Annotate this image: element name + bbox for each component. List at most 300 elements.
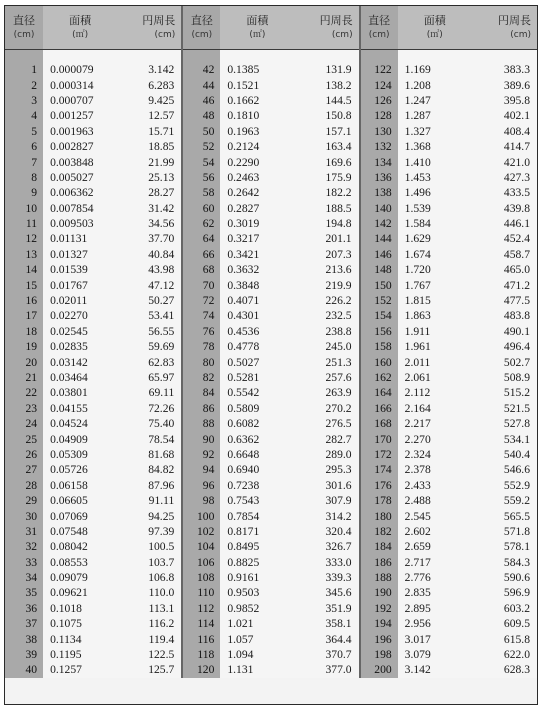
area-cell: 0.3421 — [220, 247, 294, 262]
spacer-cell — [182, 50, 220, 63]
circumference-cell: 270.2 — [294, 401, 359, 416]
circumference-cell: 408.4 — [472, 124, 537, 139]
table-row — [5, 277, 537, 292]
circumference-cell: 207.3 — [294, 247, 359, 262]
diameter-cell: 122 — [360, 62, 398, 77]
area-cell: 2.602 — [398, 524, 472, 539]
area-cell: 1.057 — [220, 631, 294, 646]
circumference-cell: 238.8 — [294, 324, 359, 339]
header-area-label: 面積 — [246, 13, 269, 27]
circumference-cell: 483.8 — [472, 308, 537, 323]
diameter-cell: 4 — [5, 108, 43, 123]
area-cell: 2.488 — [398, 493, 472, 508]
circumference-cell: 59.69 — [117, 339, 182, 354]
area-cell: 2.545 — [398, 508, 472, 523]
area-cell: 0.2827 — [220, 201, 294, 216]
circumference-cell: 50.27 — [117, 293, 182, 308]
diameter-cell: 158 — [360, 339, 398, 354]
circumference-cell: 301.6 — [294, 478, 359, 493]
circumference-cell: 18.85 — [117, 139, 182, 154]
area-cell: 0.003848 — [43, 154, 117, 169]
diameter-cell: 40 — [5, 662, 43, 677]
spacer-cell — [220, 50, 294, 63]
diameter-cell: 162 — [360, 370, 398, 385]
diameter-cell: 112 — [182, 601, 220, 616]
diameter-cell: 140 — [360, 201, 398, 216]
area-cell: 0.07548 — [43, 524, 117, 539]
diameter-cell: 15 — [5, 277, 43, 292]
diameter-cell: 80 — [182, 354, 220, 369]
circumference-cell: 615.8 — [472, 631, 537, 646]
area-cell: 0.006362 — [43, 185, 117, 200]
circumference-cell: 552.9 — [472, 478, 537, 493]
header-diameter — [5, 6, 43, 50]
header-circumference-label: 円周長 — [142, 13, 176, 27]
circumference-cell: 345.6 — [294, 585, 359, 600]
diameter-cell: 28 — [5, 478, 43, 493]
header-area-label: 面積 — [69, 13, 92, 27]
table-row — [5, 524, 537, 539]
circumference-cell: 9.425 — [117, 93, 182, 108]
diameter-cell: 31 — [5, 524, 43, 539]
area-cell: 0.000314 — [43, 77, 117, 92]
area-cell: 1.496 — [398, 185, 472, 200]
circumference-cell: 490.1 — [472, 324, 537, 339]
table-row — [5, 416, 537, 431]
circumference-cell: 333.0 — [294, 555, 359, 570]
area-cell: 0.5027 — [220, 354, 294, 369]
area-cell: 1.539 — [398, 201, 472, 216]
area-cell: 0.07069 — [43, 508, 117, 523]
area-cell: 1.208 — [398, 77, 472, 92]
circumference-cell: 37.70 — [117, 231, 182, 246]
area-cell: 0.03142 — [43, 354, 117, 369]
circumference-cell: 628.3 — [472, 662, 537, 677]
circumference-cell: 326.7 — [294, 539, 359, 554]
diameter-cell: 78 — [182, 339, 220, 354]
diameter-cell: 176 — [360, 478, 398, 493]
area-cell: 0.05309 — [43, 447, 117, 462]
area-cell: 0.2290 — [220, 154, 294, 169]
header-circumference-label: 円周長 — [319, 13, 353, 27]
circle-area-circumference-table — [5, 6, 537, 678]
header-diameter — [182, 6, 220, 50]
table-row — [5, 139, 537, 154]
circumference-cell: 72.26 — [117, 401, 182, 416]
header-diameter-unit: (cm) — [191, 29, 213, 40]
area-cell: 2.217 — [398, 416, 472, 431]
area-cell: 0.01327 — [43, 247, 117, 262]
table-row — [5, 385, 537, 400]
circumference-cell: 307.9 — [294, 493, 359, 508]
circumference-cell: 87.96 — [117, 478, 182, 493]
spacer-cell — [43, 50, 117, 63]
diameter-cell: 92 — [182, 447, 220, 462]
diameter-cell: 20 — [5, 354, 43, 369]
circumference-cell: 427.3 — [472, 170, 537, 185]
diameter-cell: 18 — [5, 324, 43, 339]
area-cell: 0.03464 — [43, 370, 117, 385]
header-diameter-label: 直径 — [13, 13, 36, 27]
diameter-cell: 23 — [5, 401, 43, 416]
diameter-cell: 84 — [182, 385, 220, 400]
circumference-cell: 439.8 — [472, 201, 537, 216]
diameter-cell: 21 — [5, 370, 43, 385]
table-row — [5, 216, 537, 231]
circumference-cell: 402.1 — [472, 108, 537, 123]
header-circumference — [294, 6, 359, 50]
table-row — [5, 354, 537, 369]
area-cell: 2.378 — [398, 462, 472, 477]
circumference-cell: 169.6 — [294, 154, 359, 169]
diameter-cell: 35 — [5, 585, 43, 600]
diameter-cell: 25 — [5, 431, 43, 446]
diameter-cell: 108 — [182, 570, 220, 585]
area-cell: 1.911 — [398, 324, 472, 339]
area-cell: 0.09621 — [43, 585, 117, 600]
table-spacer-row — [5, 50, 537, 63]
circumference-cell: 527.8 — [472, 416, 537, 431]
diameter-cell: 44 — [182, 77, 220, 92]
diameter-cell: 26 — [5, 447, 43, 462]
table-row — [5, 431, 537, 446]
circumference-cell: 69.11 — [117, 385, 182, 400]
area-cell: 1.021 — [220, 616, 294, 631]
area-cell: 1.327 — [398, 124, 472, 139]
header-area-label: 面積 — [423, 13, 446, 27]
circumference-cell: 282.7 — [294, 431, 359, 446]
diameter-cell: 130 — [360, 124, 398, 139]
circumference-cell: 465.0 — [472, 262, 537, 277]
diameter-cell: 54 — [182, 154, 220, 169]
diameter-cell: 56 — [182, 170, 220, 185]
diameter-cell: 52 — [182, 139, 220, 154]
area-cell: 2.717 — [398, 555, 472, 570]
area-cell: 0.3632 — [220, 262, 294, 277]
spacer-cell — [117, 50, 182, 63]
table-row — [5, 154, 537, 169]
table-header — [5, 6, 537, 50]
diameter-cell: 72 — [182, 293, 220, 308]
area-cell: 2.270 — [398, 431, 472, 446]
area-cell: 0.000079 — [43, 62, 117, 77]
table-row — [5, 585, 537, 600]
area-cell: 2.324 — [398, 447, 472, 462]
table-body — [5, 50, 537, 678]
area-cell: 0.1195 — [43, 647, 117, 662]
circumference-cell: 508.9 — [472, 370, 537, 385]
diameter-cell: 138 — [360, 185, 398, 200]
area-cell: 1.629 — [398, 231, 472, 246]
area-cell: 0.02835 — [43, 339, 117, 354]
diameter-cell: 168 — [360, 416, 398, 431]
circumference-cell: 157.1 — [294, 124, 359, 139]
circumference-cell: 496.4 — [472, 339, 537, 354]
area-cell: 0.9503 — [220, 585, 294, 600]
circumference-cell: 47.12 — [117, 277, 182, 292]
diameter-cell: 19 — [5, 339, 43, 354]
area-cell: 0.02011 — [43, 293, 117, 308]
circumference-cell: 43.98 — [117, 262, 182, 277]
circumference-cell: 377.0 — [294, 662, 359, 677]
diameter-cell: 166 — [360, 401, 398, 416]
circumference-cell: 34.56 — [117, 216, 182, 231]
circumference-cell: 175.9 — [294, 170, 359, 185]
diameter-cell: 96 — [182, 478, 220, 493]
circumference-cell: 6.283 — [117, 77, 182, 92]
diameter-cell: 148 — [360, 262, 398, 277]
header-circumference — [472, 6, 537, 50]
area-cell: 0.4536 — [220, 324, 294, 339]
table-row — [5, 293, 537, 308]
table-row — [5, 339, 537, 354]
area-cell: 0.3217 — [220, 231, 294, 246]
circumference-cell: 103.7 — [117, 555, 182, 570]
area-cell: 1.584 — [398, 216, 472, 231]
circumference-cell: 150.8 — [294, 108, 359, 123]
diameter-cell: 174 — [360, 462, 398, 477]
spacer-cell — [5, 50, 43, 63]
area-cell: 0.02270 — [43, 308, 117, 323]
diameter-cell: 39 — [5, 647, 43, 662]
header-diameter — [360, 6, 398, 50]
diameter-cell: 100 — [182, 508, 220, 523]
diameter-cell: 14 — [5, 262, 43, 277]
circumference-cell: 12.57 — [117, 108, 182, 123]
diameter-cell: 29 — [5, 493, 43, 508]
circumference-cell: 232.5 — [294, 308, 359, 323]
table-row — [5, 539, 537, 554]
diameter-cell: 12 — [5, 231, 43, 246]
header-diameter-unit: (cm) — [13, 29, 35, 40]
diameter-cell: 2 — [5, 77, 43, 92]
header-area — [43, 6, 117, 50]
area-cell: 0.5281 — [220, 370, 294, 385]
diameter-cell: 46 — [182, 93, 220, 108]
table-row — [5, 247, 537, 262]
table-row — [5, 647, 537, 662]
spacer-cell — [294, 50, 359, 63]
circumference-cell: 515.2 — [472, 385, 537, 400]
header-circumference-unit: (cm) — [510, 29, 531, 40]
circumference-cell: 477.5 — [472, 293, 537, 308]
circumference-cell: 94.25 — [117, 508, 182, 523]
circumference-cell: 100.5 — [117, 539, 182, 554]
diameter-cell: 64 — [182, 231, 220, 246]
circumference-cell: 446.1 — [472, 216, 537, 231]
diameter-cell: 37 — [5, 616, 43, 631]
circumference-cell: 339.3 — [294, 570, 359, 585]
diameter-cell: 16 — [5, 293, 43, 308]
area-cell: 3.142 — [398, 662, 472, 677]
diameter-cell: 50 — [182, 124, 220, 139]
area-cell: 3.017 — [398, 631, 472, 646]
diameter-cell: 128 — [360, 108, 398, 123]
circumference-cell: 540.4 — [472, 447, 537, 462]
diameter-cell: 170 — [360, 431, 398, 446]
diameter-cell: 98 — [182, 493, 220, 508]
area-cell: 2.164 — [398, 401, 472, 416]
header-area — [398, 6, 472, 50]
circumference-cell: 603.2 — [472, 601, 537, 616]
area-cell: 0.2463 — [220, 170, 294, 185]
area-cell: 0.08042 — [43, 539, 117, 554]
spacer-cell — [472, 50, 537, 63]
circumference-cell: 125.7 — [117, 662, 182, 677]
diameter-cell: 104 — [182, 539, 220, 554]
circumference-cell: 609.5 — [472, 616, 537, 631]
diameter-cell: 24 — [5, 416, 43, 431]
circumference-cell: 213.6 — [294, 262, 359, 277]
diameter-cell: 150 — [360, 277, 398, 292]
area-cell: 0.1385 — [220, 62, 294, 77]
diameter-cell: 8 — [5, 170, 43, 185]
circumference-cell: 276.5 — [294, 416, 359, 431]
area-cell: 0.04909 — [43, 431, 117, 446]
area-cell: 0.08553 — [43, 555, 117, 570]
area-cell: 0.005027 — [43, 170, 117, 185]
area-cell: 1.815 — [398, 293, 472, 308]
circumference-cell: 251.3 — [294, 354, 359, 369]
circumference-cell: 138.2 — [294, 77, 359, 92]
area-cell: 0.06605 — [43, 493, 117, 508]
diameter-cell: 200 — [360, 662, 398, 677]
diameter-cell: 27 — [5, 462, 43, 477]
area-cell: 0.4071 — [220, 293, 294, 308]
area-cell: 0.3019 — [220, 216, 294, 231]
circumference-cell: 119.4 — [117, 631, 182, 646]
diameter-cell: 7 — [5, 154, 43, 169]
circumference-cell: 113.1 — [117, 601, 182, 616]
circumference-cell: 471.2 — [472, 277, 537, 292]
circumference-cell: 201.1 — [294, 231, 359, 246]
area-cell: 0.06158 — [43, 478, 117, 493]
diameter-cell: 11 — [5, 216, 43, 231]
diameter-cell: 62 — [182, 216, 220, 231]
table-row — [5, 62, 537, 77]
diameter-cell: 144 — [360, 231, 398, 246]
circumference-cell: 28.27 — [117, 185, 182, 200]
circumference-cell: 75.40 — [117, 416, 182, 431]
circumference-cell: 91.11 — [117, 493, 182, 508]
area-cell: 0.8825 — [220, 555, 294, 570]
area-cell: 1.131 — [220, 662, 294, 677]
circumference-cell: 458.7 — [472, 247, 537, 262]
area-cell: 0.1521 — [220, 77, 294, 92]
circumference-cell: 433.5 — [472, 185, 537, 200]
diameter-cell: 154 — [360, 308, 398, 323]
area-cell: 0.01767 — [43, 277, 117, 292]
circumference-cell: 571.8 — [472, 524, 537, 539]
diameter-cell: 9 — [5, 185, 43, 200]
area-cell: 2.835 — [398, 585, 472, 600]
diameter-cell: 33 — [5, 555, 43, 570]
area-cell: 0.09079 — [43, 570, 117, 585]
diameter-cell: 68 — [182, 262, 220, 277]
table-row — [5, 447, 537, 462]
diameter-cell: 60 — [182, 201, 220, 216]
area-cell: 1.961 — [398, 339, 472, 354]
diameter-cell: 126 — [360, 93, 398, 108]
table-row — [5, 124, 537, 139]
diameter-cell: 188 — [360, 570, 398, 585]
circumference-cell: 521.5 — [472, 401, 537, 416]
area-cell: 0.001257 — [43, 108, 117, 123]
area-cell: 0.05726 — [43, 462, 117, 477]
circumference-cell: 565.5 — [472, 508, 537, 523]
circumference-cell: 245.0 — [294, 339, 359, 354]
diameter-cell: 17 — [5, 308, 43, 323]
circumference-cell: 559.2 — [472, 493, 537, 508]
area-cell: 0.7854 — [220, 508, 294, 523]
area-cell: 0.1257 — [43, 662, 117, 677]
diameter-cell: 106 — [182, 555, 220, 570]
circumference-cell: 188.5 — [294, 201, 359, 216]
circumference-cell: 219.9 — [294, 277, 359, 292]
header-diameter-label: 直径 — [368, 13, 391, 27]
diameter-cell: 186 — [360, 555, 398, 570]
area-cell: 0.9852 — [220, 601, 294, 616]
area-cell: 0.1134 — [43, 631, 117, 646]
circumference-cell: 3.142 — [117, 62, 182, 77]
area-cell: 0.6362 — [220, 431, 294, 446]
area-cell: 0.1662 — [220, 93, 294, 108]
diameter-cell: 116 — [182, 631, 220, 646]
circumference-cell: 389.6 — [472, 77, 537, 92]
diameter-cell: 172 — [360, 447, 398, 462]
area-cell: 0.6082 — [220, 416, 294, 431]
table-row — [5, 493, 537, 508]
diameter-cell: 184 — [360, 539, 398, 554]
area-cell: 2.956 — [398, 616, 472, 631]
circumference-cell: 622.0 — [472, 647, 537, 662]
diameter-cell: 114 — [182, 616, 220, 631]
circumference-cell: 452.4 — [472, 231, 537, 246]
table-row — [5, 77, 537, 92]
circumference-cell: 502.7 — [472, 354, 537, 369]
table-row — [5, 616, 537, 631]
header-circumference-unit: (cm) — [331, 29, 353, 40]
circumference-cell: 122.5 — [117, 647, 182, 662]
diameter-cell: 190 — [360, 585, 398, 600]
diameter-cell: 142 — [360, 216, 398, 231]
circumference-cell: 182.2 — [294, 185, 359, 200]
circumference-cell: 383.3 — [472, 62, 537, 77]
diameter-cell: 36 — [5, 601, 43, 616]
area-cell: 2.061 — [398, 370, 472, 385]
area-cell: 1.368 — [398, 139, 472, 154]
diameter-cell: 10 — [5, 201, 43, 216]
area-cell: 2.433 — [398, 478, 472, 493]
area-cell: 1.767 — [398, 277, 472, 292]
diameter-cell: 136 — [360, 170, 398, 185]
circumference-cell: 370.7 — [294, 647, 359, 662]
table-row — [5, 170, 537, 185]
circumference-cell: 351.9 — [294, 601, 359, 616]
diameter-cell: 178 — [360, 493, 398, 508]
circumference-cell: 320.4 — [294, 524, 359, 539]
circumference-cell: 110.0 — [117, 585, 182, 600]
area-cell: 0.009503 — [43, 216, 117, 231]
diameter-cell: 134 — [360, 154, 398, 169]
diameter-cell: 3 — [5, 93, 43, 108]
diameter-cell: 66 — [182, 247, 220, 262]
circumference-cell: 116.2 — [117, 616, 182, 631]
area-cell: 0.007854 — [43, 201, 117, 216]
table-row — [5, 555, 537, 570]
table-row — [5, 308, 537, 323]
area-cell: 0.1810 — [220, 108, 294, 123]
